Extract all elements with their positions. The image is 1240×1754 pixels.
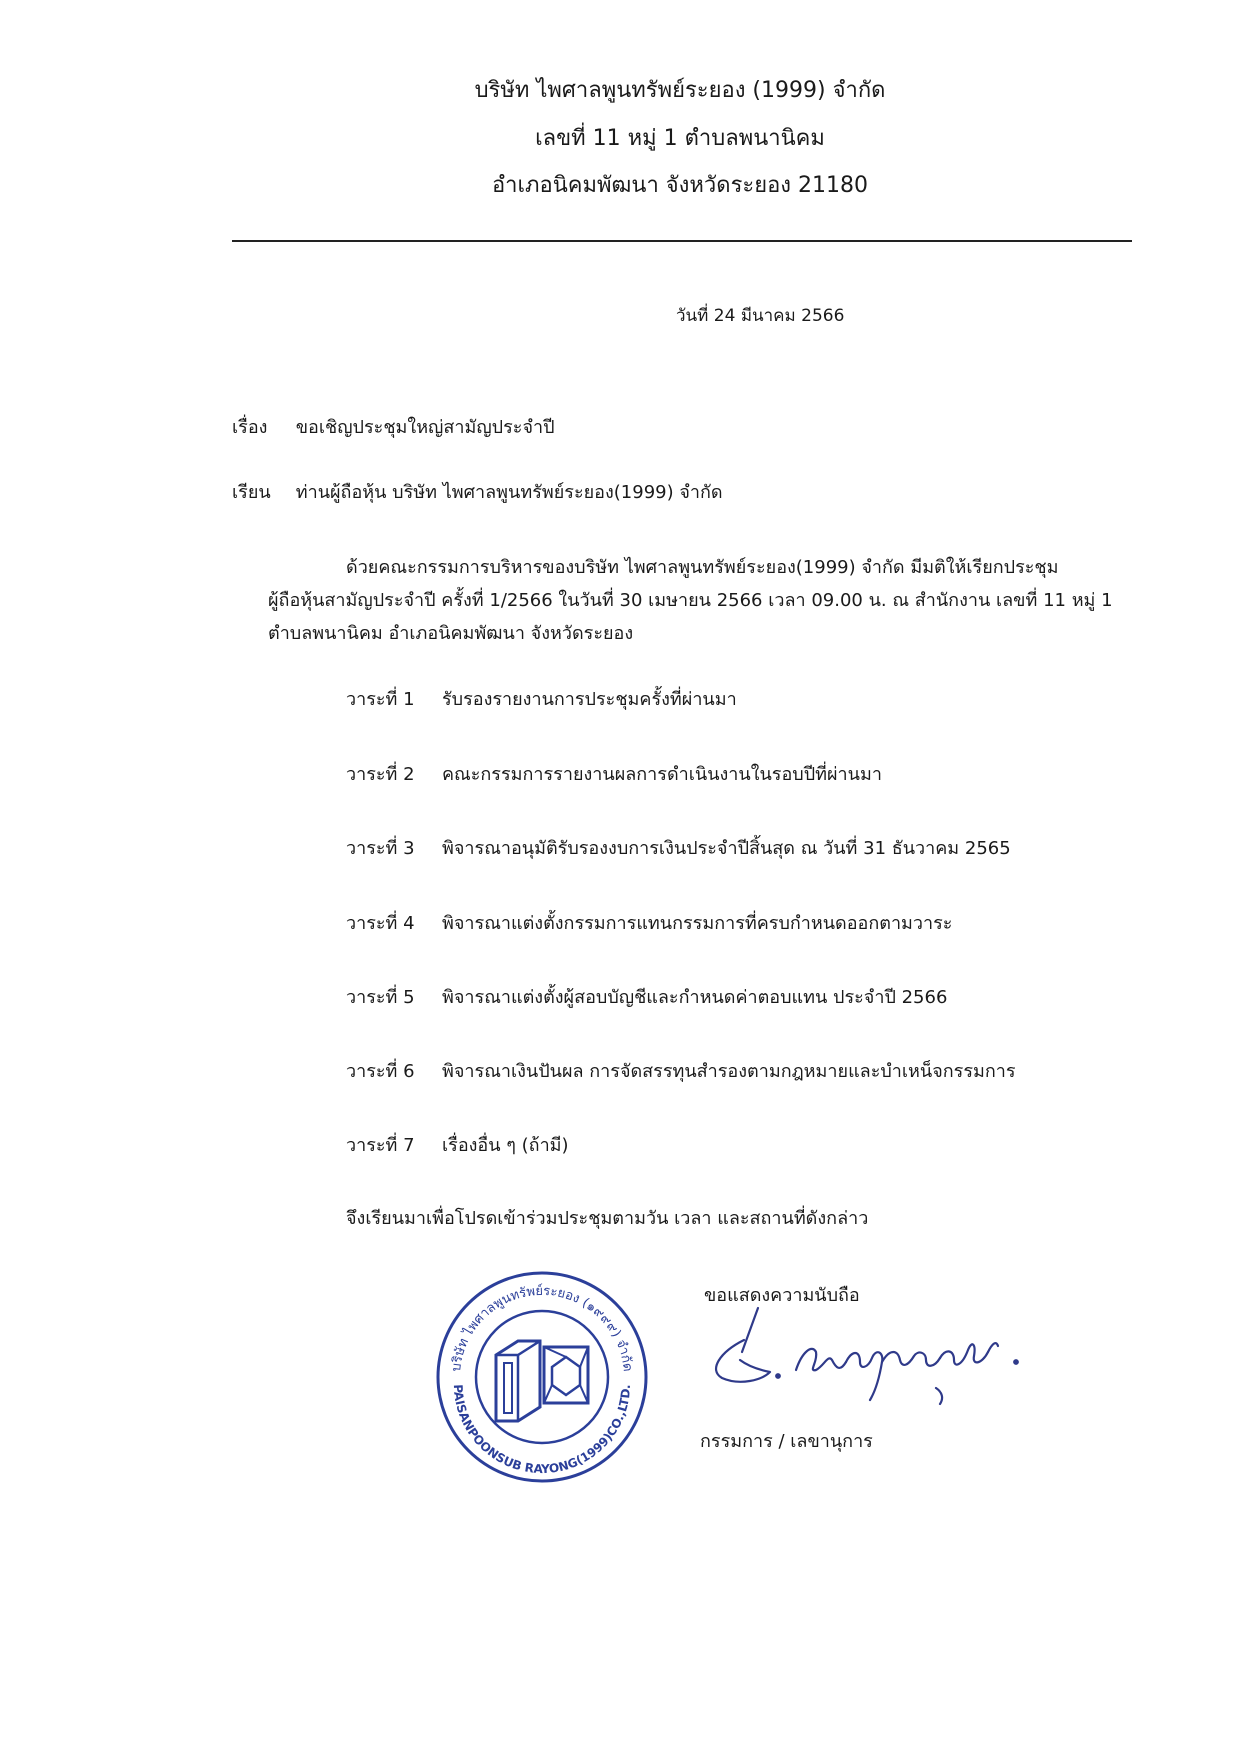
agenda-text: รับรองรายงานการประชุมครั้งที่ผ่านมา: [442, 689, 737, 710]
letter-date: วันที่ 24 มีนาคม 2566: [676, 306, 845, 326]
agenda-item: [346, 982, 947, 1011]
recipient-line: [232, 477, 723, 506]
subject-text: ขอเชิญประชุมใหญ่สามัญประจำปี: [295, 417, 555, 438]
agenda-text: เรื่องอื่น ๆ (ถ้ามี): [442, 1135, 569, 1156]
agenda-item: [346, 833, 1011, 862]
agenda-number: วาระที่ 1: [346, 689, 415, 710]
agenda-text: พิจารณาอนุมัติรับรองงบการเงินประจำปีสิ้นสุด ณ วันที่ 31 ธันวาคม 2565: [442, 838, 1011, 859]
company-address-line1: เลขที่ 11 หมู่ 1 ตำบลพนานิคม: [535, 126, 825, 151]
agenda-item: [346, 759, 882, 788]
recipient-label: เรียน: [232, 482, 271, 503]
recipient-text: ท่านผู้ถือหุ้น บริษัท ไพศาลพูนทรัพย์ระยอง(1999) จำกัด: [295, 482, 723, 503]
header-divider: [232, 240, 1132, 242]
agenda-number: วาระที่ 2: [346, 764, 415, 785]
agenda-text: พิจารณาเงินปันผล การจัดสรรทุนสำรองตามกฎหมายและบำเหน็จกรรมการ: [442, 1061, 1016, 1082]
body-line-2: ผู้ถือหุ้นสามัญประจำปี ครั้งที่ 1/2566 ในวันที่ 30 เมษายน 2566 เวลา 09.00 น. ณ สำนักงาน เลขที่ 11 หมู่ 1: [268, 590, 1113, 611]
closing-regards: ขอแสดงความนับถือ: [704, 1285, 860, 1306]
agenda-item: [346, 684, 737, 713]
invitation-text: จึงเรียนมาเพื่อโปรดเข้าร่วมประชุมตามวัน เวลา และสถานที่ดังกล่าว: [346, 1208, 869, 1229]
company-name: บริษัท ไพศาลพูนทรัพย์ระยอง (1999) จำกัด: [474, 78, 886, 103]
agenda-number: วาระที่ 5: [346, 987, 415, 1008]
seal-text-bottom: PAISANPOONSUB RAYONG(1999)CO.,LTD.: [450, 1384, 634, 1477]
agenda-item: [346, 908, 952, 937]
agenda-number: วาระที่ 3: [346, 838, 415, 859]
company-address-line2: อำเภอนิคมพัฒนา จังหวัดระยอง 21180: [491, 173, 869, 198]
body-line-3: ตำบลพนานิคม อำเภอนิคมพัฒนา จังหวัดระยอง: [268, 623, 634, 644]
agenda-text: พิจารณาแต่งตั้งผู้สอบบัญชีและกำหนดค่าตอบแทน ประจำปี 2566: [442, 987, 948, 1008]
signer-position: กรรมการ / เลขานุการ: [700, 1431, 873, 1452]
company-seal-icon: [432, 1267, 652, 1487]
agenda-text: คณะกรรมการรายงานผลการดำเนินงานในรอบปีที่ผ่านมา: [442, 764, 882, 785]
agenda-number: วาระที่ 7: [346, 1135, 415, 1156]
agenda-item: [346, 1130, 569, 1159]
subject-label: เรื่อง: [232, 417, 268, 438]
subject-line: [232, 412, 555, 441]
body-line-1: ด้วยคณะกรรมการบริหารของบริษัท ไพศาลพูนทรัพย์ระยอง(1999) จำกัด มีมติให้เรียกประชุม: [346, 557, 1059, 578]
seal-text-top: บริษัท ไพศาลพูนทรัพย์ระยอง (๑๙๙๙) จำกัด: [449, 1283, 635, 1373]
agenda-number: วาระที่ 4: [346, 913, 415, 934]
agenda-text: พิจารณาแต่งตั้งกรรมการแทนกรรมการที่ครบกำหนดออกตามวาระ: [442, 913, 953, 934]
signature-icon: [700, 1300, 1080, 1420]
agenda-item: [346, 1056, 1016, 1085]
agenda-number: วาระที่ 6: [346, 1061, 415, 1082]
